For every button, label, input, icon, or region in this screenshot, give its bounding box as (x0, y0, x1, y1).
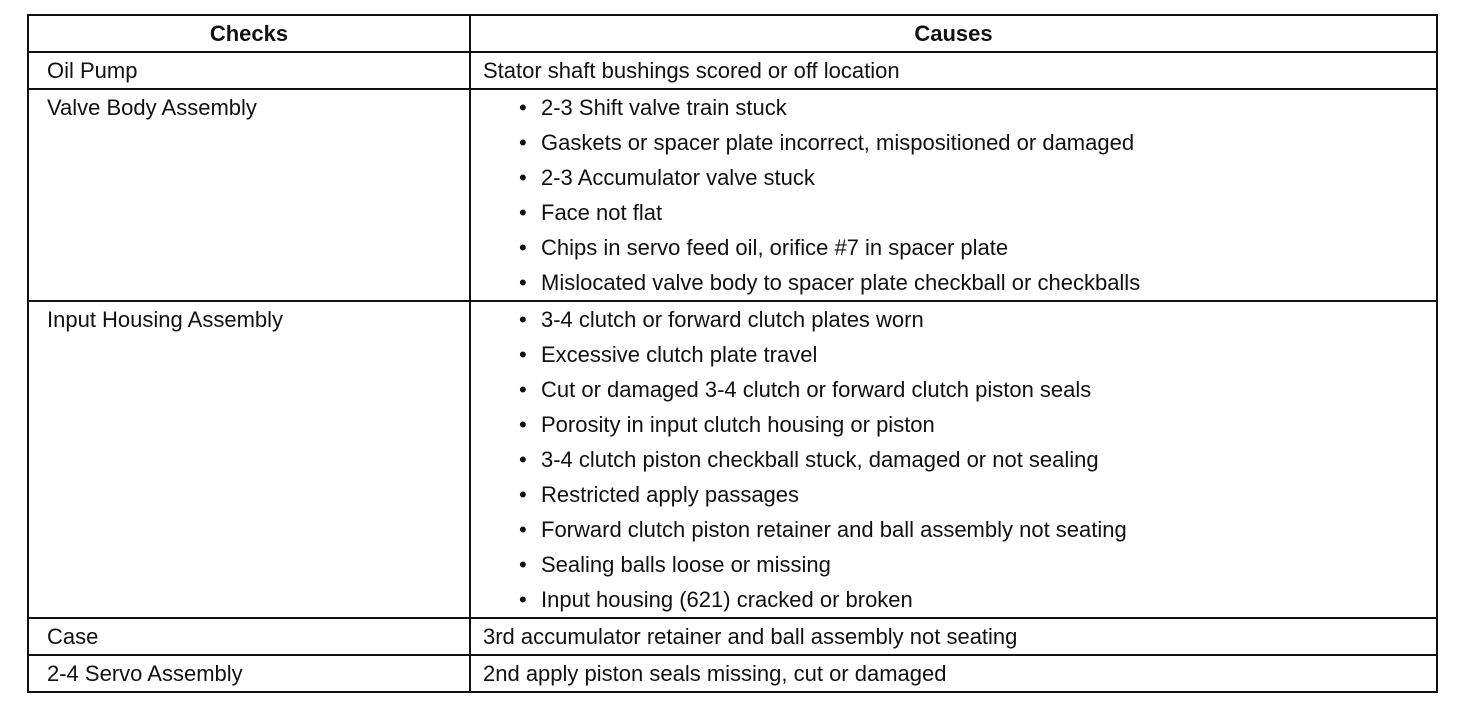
table-row (28, 655, 1437, 692)
check-cell: Valve Body Assembly (28, 89, 470, 301)
bullet-icon: • (519, 517, 527, 542)
bullet-icon: • (519, 412, 527, 437)
cause-list-item (519, 477, 1436, 512)
cause-text: Cut or damaged 3-4 clutch or forward clutch piston seals (541, 377, 1092, 402)
header-causes: Causes (470, 15, 1437, 52)
cause-list-item (519, 442, 1436, 477)
check-cell: 2-4 Servo Assembly (28, 655, 470, 692)
cause-text: Gaskets or spacer plate incorrect, mispositioned or damaged (541, 130, 1135, 155)
cause-list-item (519, 230, 1436, 265)
cause-text: Restricted apply passages (541, 482, 800, 507)
cause-list-item (519, 582, 1436, 617)
cause-list-item (519, 195, 1436, 230)
cause-list-item (519, 407, 1436, 442)
cause-text: 3-4 clutch or forward clutch plates worn (541, 307, 924, 332)
checks-causes-table (27, 14, 1438, 693)
cause-text: Face not flat (541, 200, 663, 225)
bullet-icon: • (519, 587, 527, 612)
cause-text: 2-3 Accumulator valve stuck (541, 165, 815, 190)
cause-text: Sealing balls loose or missing (541, 552, 831, 577)
check-cell: Input Housing Assembly (28, 301, 470, 618)
bullet-icon: • (519, 130, 527, 155)
header-row (28, 15, 1437, 52)
cause-list-item (519, 337, 1436, 372)
bullet-icon: • (519, 482, 527, 507)
cause-text: 2-3 Shift valve train stuck (541, 95, 787, 120)
bullet-icon: • (519, 552, 527, 577)
cause-text: Excessive clutch plate travel (541, 342, 818, 367)
bullet-icon: • (519, 342, 527, 367)
cause-list-item (519, 302, 1436, 337)
bullet-icon: • (519, 307, 527, 332)
cause-list-item (519, 512, 1436, 547)
cause-text: Input housing (621) cracked or broken (541, 587, 913, 612)
cause-cell (470, 301, 1437, 618)
cause-text: Porosity in input clutch housing or piston (541, 412, 935, 437)
cause-text: Mislocated valve body to spacer plate checkball or checkballs (541, 270, 1141, 295)
table-row (28, 89, 1437, 301)
cause-text: Forward clutch piston retainer and ball assembly not seating (541, 517, 1127, 542)
check-cell: Oil Pump (28, 52, 470, 89)
cause-list-item (519, 547, 1436, 582)
cause-cell: 3rd accumulator retainer and ball assembly not seating (470, 618, 1437, 655)
bullet-icon: • (519, 200, 527, 225)
table-row (28, 618, 1437, 655)
cause-text: Chips in servo feed oil, orifice #7 in spacer plate (541, 235, 1009, 260)
bullet-icon: • (519, 165, 527, 190)
bullet-icon: • (519, 235, 527, 260)
cause-list-item (519, 265, 1436, 300)
table-row (28, 52, 1437, 89)
cause-list-item (519, 372, 1436, 407)
cause-cell (470, 89, 1437, 301)
bullet-icon: • (519, 270, 527, 295)
cause-list (483, 302, 1436, 617)
table-row (28, 301, 1437, 618)
bullet-icon: • (519, 95, 527, 120)
cause-list (483, 90, 1436, 300)
cause-text: 3-4 clutch piston checkball stuck, damaged or not sealing (541, 447, 1099, 472)
bullet-icon: • (519, 377, 527, 402)
cause-list-item (519, 160, 1436, 195)
cause-cell: Stator shaft bushings scored or off location (470, 52, 1437, 89)
cause-list-item (519, 90, 1436, 125)
cause-list-item (519, 125, 1436, 160)
bullet-icon: • (519, 447, 527, 472)
header-checks: Checks (28, 15, 470, 52)
check-cell: Case (28, 618, 470, 655)
cause-cell: 2nd apply piston seals missing, cut or damaged (470, 655, 1437, 692)
